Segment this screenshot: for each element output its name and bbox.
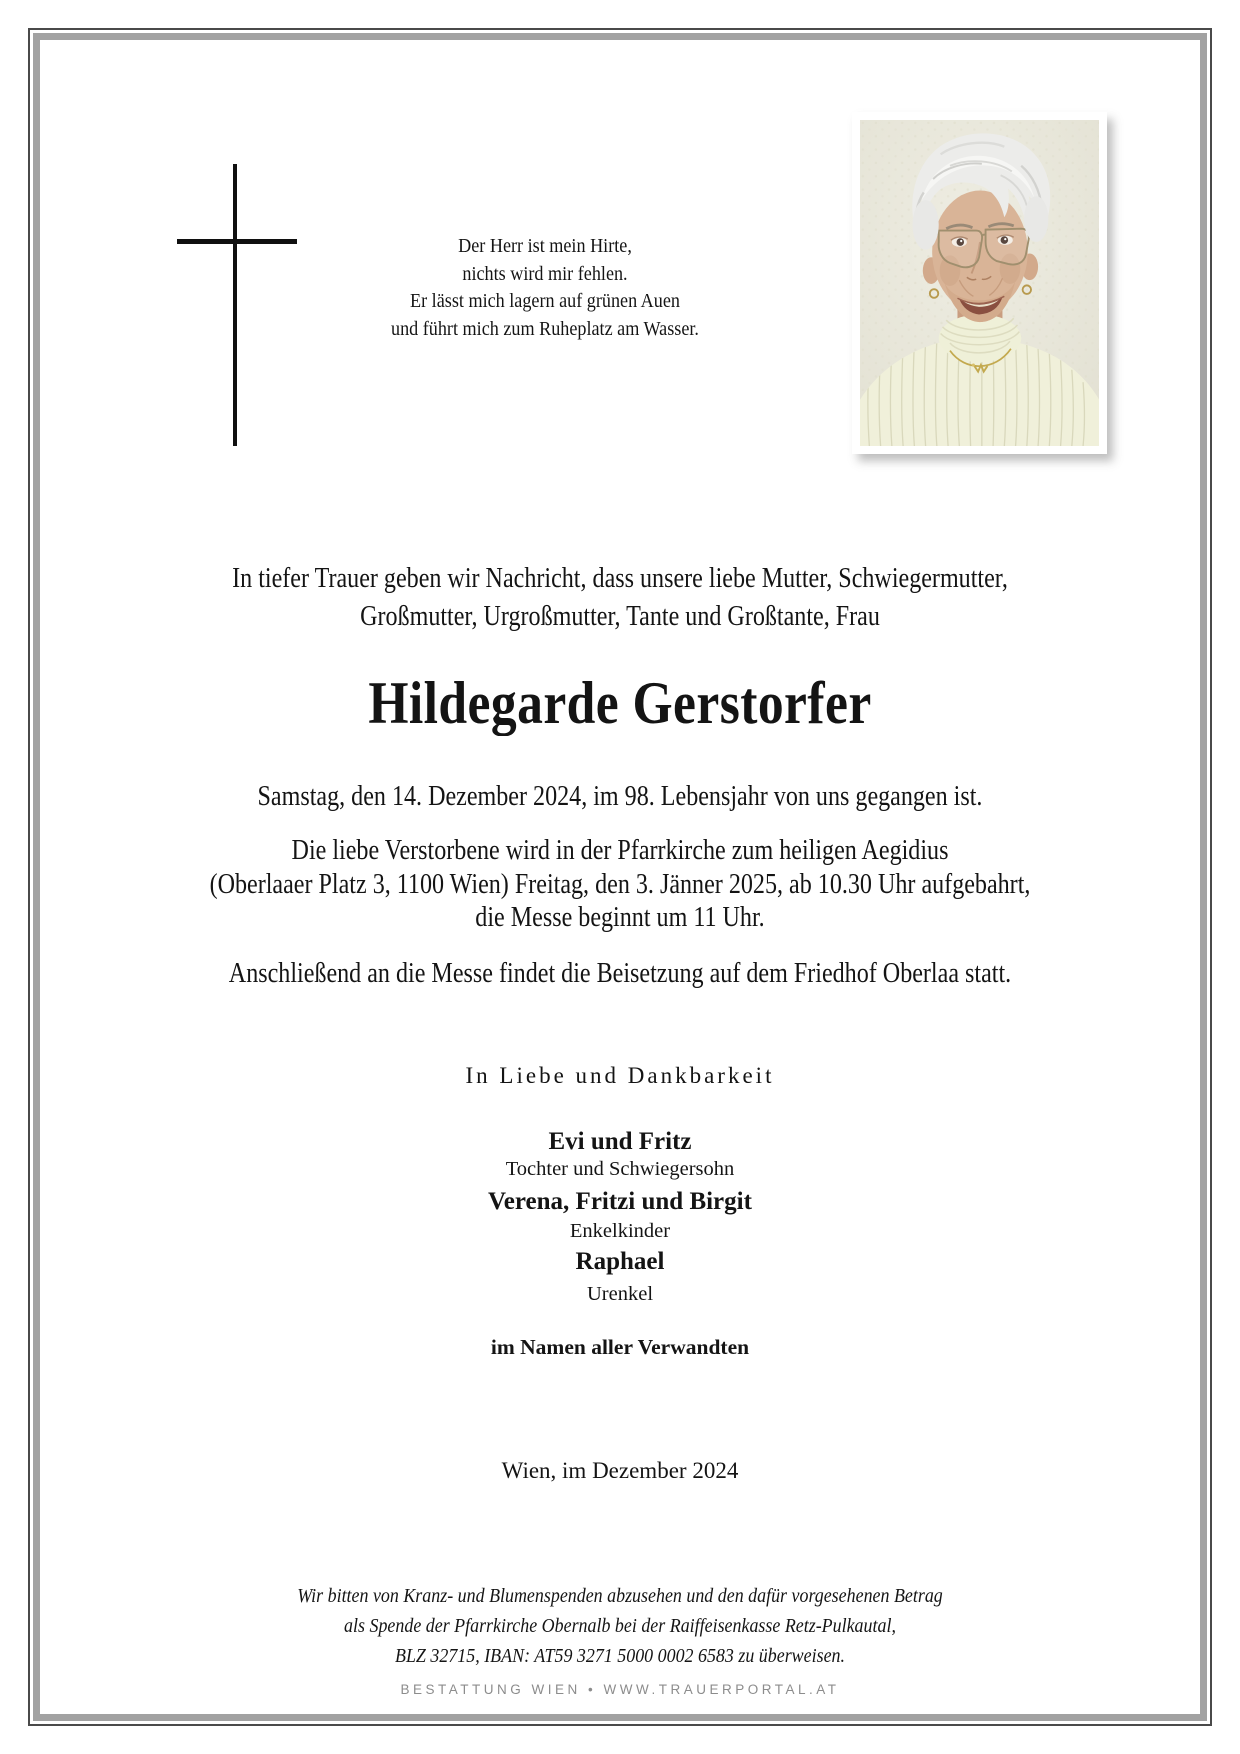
portrait-photo xyxy=(852,112,1107,454)
psalm-line: nichts wird mir fehlen. xyxy=(462,263,628,285)
donation-line: als Spende der Pfarrkirche Obernalb bei der Raiffeisenkasse Retz-Pulkautal, xyxy=(344,1616,896,1637)
service-line: die Messe beginnt um 11 Uhr. xyxy=(475,902,765,933)
on-behalf-line: im Namen aller Verwandten xyxy=(490,1335,750,1359)
portrait-illustration xyxy=(860,120,1099,446)
burial-line: Anschließend an die Messe findet die Beisetzung auf dem Friedhof Oberlaa statt. xyxy=(228,958,1012,989)
mourner-names-grandchildren: Verena, Fritzi und Birgit xyxy=(488,1188,752,1215)
mourner-relation-grandchildren: Enkelkinder xyxy=(569,1220,671,1242)
place-date-line: Wien, im Dezember 2024 xyxy=(501,1458,739,1483)
death-date-line: Samstag, den 14. Dezember 2024, im 98. Lebensjahr von uns gegangen ist. xyxy=(257,781,983,812)
announcement-line: In tiefer Trauer geben wir Nachricht, dass unsere liebe Mutter, Schwiegermutter, xyxy=(232,563,1008,594)
mourner-names-children: Evi und Fritz xyxy=(548,1128,692,1155)
mourner-names-greatgrandchild: Raphael xyxy=(575,1248,665,1275)
announcement-line: Großmutter, Urgroßmutter, Tante und Großtante, Frau xyxy=(360,601,880,632)
donation-note xyxy=(50,1582,1191,1672)
deceased-name: Hildegarde Gerstorfer xyxy=(368,670,872,736)
footer-branding: BESTATTUNG WIEN • WWW.TRAUERPORTAL.AT xyxy=(400,1682,840,1697)
mourner-relation-children: Tochter und Schwiegersohn xyxy=(505,1158,735,1180)
donation-line: Wir bitten von Kranz- und Blumenspenden abzusehen und den dafür vorgesehenen Betrag xyxy=(297,1586,943,1607)
mourner-relation-greatgrandchild: Urenkel xyxy=(586,1283,654,1305)
announcement-text xyxy=(87,560,1153,636)
psalm-line: Er lässt mich lagern auf grünen Auen xyxy=(410,291,680,312)
closing-line: In Liebe und Dankbarkeit xyxy=(465,1063,775,1088)
psalm-line: Der Herr ist mein Hirte, xyxy=(458,236,632,257)
donation-line: BLZ 32715, IBAN: AT59 3271 5000 0002 6583 zu überweisen. xyxy=(394,1646,845,1667)
psalm-line: und führt mich zum Ruheplatz am Wasser. xyxy=(391,318,699,340)
service-line: (Oberlaaer Platz 3, 1100 Wien) Freitag, den 3. Jänner 2025, ab 10.30 Uhr aufgebahrt, xyxy=(209,868,1031,900)
service-line: Die liebe Verstorbene wird in der Pfarrkirche zum heiligen Aegidius xyxy=(291,835,949,866)
service-info xyxy=(87,834,1153,935)
